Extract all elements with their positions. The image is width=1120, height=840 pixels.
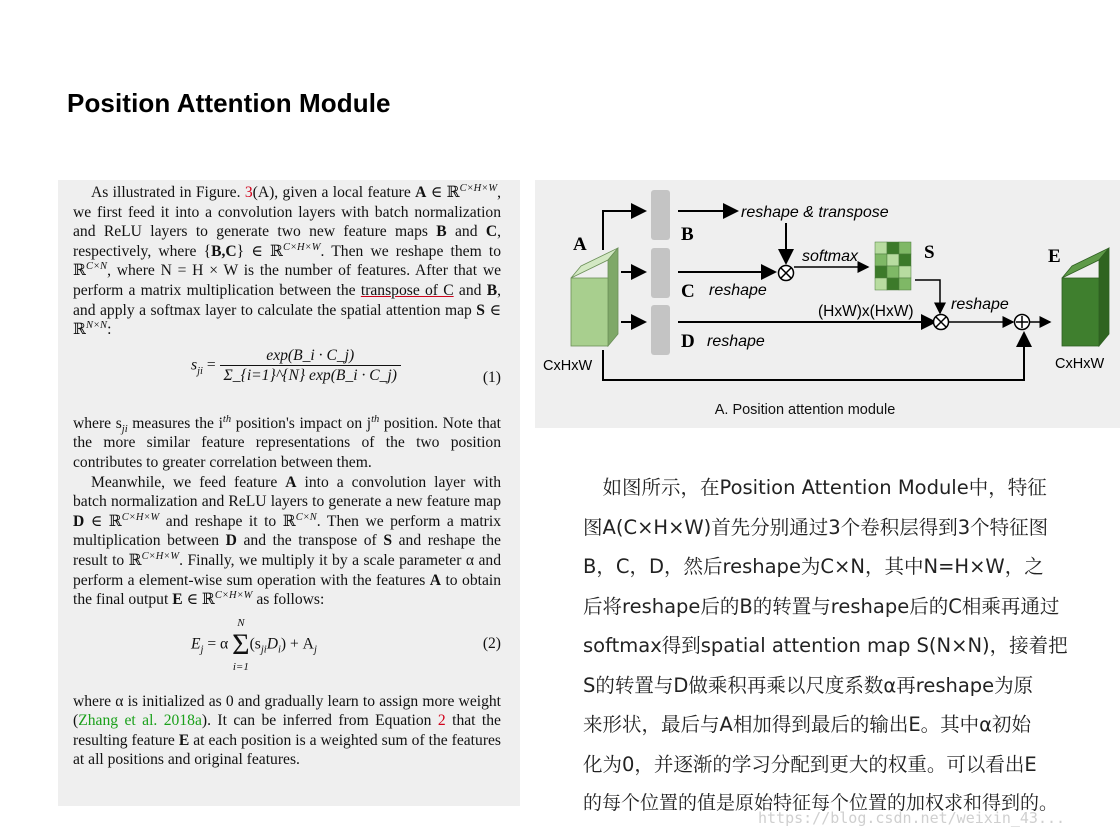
paragraph-3 xyxy=(73,473,501,610)
cn-line: 来形状，最后与A相加得到最后的输出E。其中α初始 xyxy=(583,713,1032,736)
cn-line: 的每个位置的值是原始特征每个位置的加权求和得到的。 xyxy=(583,792,1059,814)
label-d: D xyxy=(681,331,695,352)
label-b: B xyxy=(681,224,694,245)
subscript: ji xyxy=(121,423,128,435)
text: (A), given a local feature xyxy=(252,184,416,201)
fraction-denominator: Σ_{i=1}^{N} exp(B_i · C_j) xyxy=(223,367,397,385)
sum-symbol: Σ xyxy=(232,627,250,661)
sum-upper-limit: N xyxy=(237,616,245,629)
text: (s xyxy=(249,635,261,653)
text: measures the i xyxy=(127,414,223,432)
figure-caption: A. Position attention module xyxy=(714,402,896,418)
superscript: C×H×W xyxy=(141,550,180,562)
underlined-phrase: transpose of C xyxy=(360,281,454,299)
symbol: A xyxy=(415,184,427,201)
paragraph-4 xyxy=(73,692,501,770)
text: ). It can be inferred from Equation xyxy=(201,712,438,730)
superscript: th xyxy=(371,413,380,425)
superscript: C×H×W xyxy=(282,241,321,253)
text: where α is initialized as 0 and gradually learn to assign more weight ( xyxy=(73,692,501,730)
superscript: C×H×W xyxy=(121,511,160,523)
figure-diagram xyxy=(535,180,1120,428)
paper-text xyxy=(73,183,501,770)
symbol: D xyxy=(73,512,85,530)
fraction xyxy=(220,346,401,386)
text: into a convolution layer with batch normalization and ReLU layers to generate a new feature map xyxy=(73,473,501,511)
symbol: D xyxy=(225,532,237,550)
text: at each position is a weighted sum of the features at all positions and original features. xyxy=(73,731,501,769)
symbol: C xyxy=(485,223,498,241)
symbol: B xyxy=(436,223,447,241)
subscript: j xyxy=(313,644,317,656)
superscript: C×H×W xyxy=(459,182,498,194)
text: As illustrated in Figure. xyxy=(91,184,245,201)
text: and xyxy=(453,281,487,299)
cn-line: 化为0，并逐渐的学习分配到更大的权重。可以看出E xyxy=(583,752,1037,776)
text: , and apply a softmax layer to calculate the spatial attention map xyxy=(73,281,501,319)
text: that the resulting feature xyxy=(73,712,501,749)
text: : xyxy=(107,321,112,339)
label-reshape-transpose: reshape & transpose xyxy=(741,204,889,221)
conv-block-c xyxy=(651,248,670,298)
conv-block-b xyxy=(651,190,670,240)
symbol: E xyxy=(178,731,190,749)
label-output-dim: CxHxW xyxy=(1055,356,1105,372)
text: . Finally, we multiply it by a scale parameter α and perform a element-wise sum operation with the features xyxy=(73,551,501,589)
cn-line: softmax得到spatial attention map S(N×N)，接着把 xyxy=(583,634,1068,657)
text: to obtain the final output xyxy=(73,571,502,609)
equation-number: (1) xyxy=(482,368,501,386)
label-reshape-d: reshape xyxy=(707,333,765,350)
attention-map-s xyxy=(875,242,911,290)
equation-ref-link[interactable]: 2 xyxy=(437,712,446,730)
label-softmax: softmax xyxy=(802,248,859,265)
paragraph-2 xyxy=(73,414,501,473)
text: ∈ ℝ xyxy=(182,591,215,609)
text: , where N = H × W is the number of features. After that we perform a matrix multiplication between the xyxy=(73,262,501,299)
figure-ref-link[interactable]: 3 xyxy=(244,184,253,201)
position-attention-figure xyxy=(535,180,1120,428)
superscript: C×N xyxy=(85,261,108,273)
symbol: B xyxy=(486,281,498,299)
text: D xyxy=(266,635,278,653)
symbol: A xyxy=(285,473,297,491)
text: } ∈ ℝ xyxy=(236,242,283,260)
symbol: S xyxy=(476,301,485,319)
superscript: th xyxy=(222,413,232,425)
superscript: C×N xyxy=(295,511,317,523)
label-hwhw: (HxW)x(HxW) xyxy=(818,303,914,320)
text: position's impact on j xyxy=(231,414,372,432)
text: ∈ ℝ xyxy=(73,301,501,339)
label-reshape-out: reshape xyxy=(951,296,1009,313)
label-s: S xyxy=(924,242,935,263)
chinese-explanation xyxy=(583,468,1120,824)
fraction-numerator: exp(B_i · C_j) xyxy=(220,346,401,367)
text: . Then we reshape them to ℝ xyxy=(73,242,501,280)
text: and xyxy=(446,223,486,241)
text: ∈ ℝ xyxy=(84,512,122,530)
cn-line: 后将reshape后的B的转置与reshape后的C相乘再通过 xyxy=(583,594,1060,618)
eq-lhs: s xyxy=(191,356,198,374)
label-reshape-c: reshape xyxy=(709,282,767,299)
eq-lhs-sub: ji xyxy=(197,365,203,377)
input-feature-a-block xyxy=(571,248,618,346)
text: . Then we perform a matrix multiplication between xyxy=(73,512,501,550)
multiply-node-1 xyxy=(779,266,794,281)
symbol: A xyxy=(429,571,442,589)
text: position. Note that the more similar feature representations of the two position contributes to greater correlation between them. xyxy=(73,414,501,471)
text: and reshape the result to ℝ xyxy=(73,532,501,569)
equation-1 xyxy=(73,346,501,410)
text: where s xyxy=(73,414,122,432)
superscript: C×H×W xyxy=(214,589,253,601)
subscript: i xyxy=(277,644,281,656)
label-e: E xyxy=(1048,246,1061,267)
symbol: E xyxy=(172,591,183,609)
text: Meanwhile, we feed feature xyxy=(91,473,286,491)
cn-line: B，C，D，然后reshape为C×N，其中N=H×W，之 xyxy=(583,555,1044,578)
equation-2-body xyxy=(191,616,317,674)
conv-block-d xyxy=(651,305,670,355)
text: ) + A xyxy=(280,635,314,653)
subscript: ji xyxy=(260,644,267,656)
text: , we first feed it into a convolution layers with batch normalization and ReLU layers to generate two new feature maps xyxy=(73,184,501,241)
paper-excerpt xyxy=(58,180,520,806)
symbol: S xyxy=(383,532,393,550)
watermark: https://blog.csdn.net/weixin_43... xyxy=(758,809,1066,827)
summation xyxy=(232,616,249,674)
cn-line: S的转置与D做乘积再乘以尺度系数α再reshape为原 xyxy=(583,673,1034,697)
text: as follows: xyxy=(252,591,325,609)
eq-lhs: E xyxy=(191,635,201,653)
text: and reshape it to ℝ xyxy=(159,512,296,530)
slide-title: Position Attention Module xyxy=(67,88,391,118)
eq-sign: = xyxy=(202,356,220,374)
arrow-a-to-b xyxy=(603,211,645,250)
label-c: C xyxy=(681,281,695,302)
output-feature-e-block xyxy=(1062,248,1109,346)
citation-link[interactable]: Zhang et al. 2018a xyxy=(78,712,202,730)
label-a: A xyxy=(573,234,587,255)
arrow-s-to-mult2 xyxy=(915,280,940,313)
equation-1-body xyxy=(191,346,401,386)
equation-2 xyxy=(73,616,501,688)
sum-lower-limit: i=1 xyxy=(232,660,249,673)
paragraph-1 xyxy=(73,183,501,340)
sum-node xyxy=(1015,315,1030,330)
symbol: B,C xyxy=(211,242,237,260)
text: and the transpose of xyxy=(236,532,384,550)
text: ∈ ℝ xyxy=(426,184,460,201)
cn-line: 图A(C×H×W)首先分别通过3个卷积层得到3个特征图 xyxy=(583,515,1049,539)
eq-lhs-sub: j xyxy=(200,644,204,656)
text: = α xyxy=(203,635,233,653)
multiply-node-2 xyxy=(934,315,949,330)
label-input-dim: CxHxW xyxy=(543,358,593,374)
superscript: N×N xyxy=(85,319,108,331)
cn-line: 如图所示，在Position Attention Module中，特征 xyxy=(583,476,1047,499)
equation-number: (2) xyxy=(482,634,501,652)
text: , respectively, where { xyxy=(73,223,502,260)
